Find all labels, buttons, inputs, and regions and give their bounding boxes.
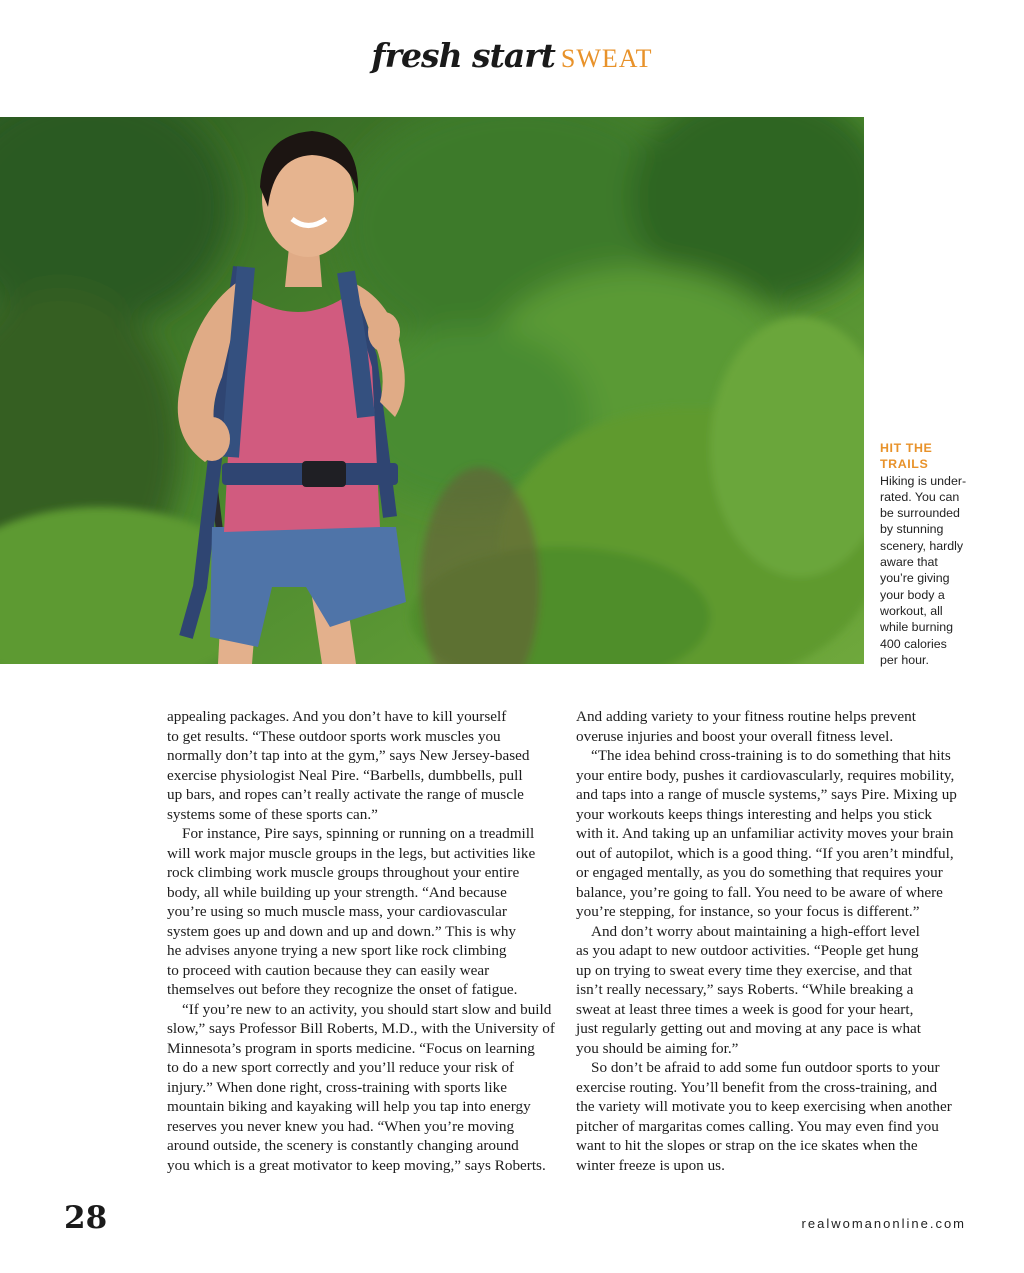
article-paragraph: For instance, Pire says, spinning or running on a treadmill will work major muscle groups in the legs, but activities like rock climbing work muscle groups throughout your entire body, all while building up your strength. “And because you’re using so much muscle mass, your cardiovascular system goes up and down and up and down.” This is why he advises anyone trying a new sport like rock climbing to proceed with caution because they can easily wear themselves out before they recognize the onset of fatigue.	[167, 825, 536, 998]
article-paragraph: “If you’re new to an activity, you should start slow and build slow,” says Professor Bill Roberts, M.D., with the University of Minnesota’s program in sports medicine. “Focus on learning to do a new sport correctly and you’ll reduce your risk of injury.” When done right, cross-training with sports like mountain biking and kayaking will help you tap into energy reserves you never knew you had. “When you’re moving around outside, the scenery is constantly changing around you which is a great motivator to keep moving,” says Roberts.	[167, 1000, 555, 1174]
hiker-photo-illustration	[0, 117, 864, 664]
article-column-left	[167, 707, 562, 1175]
caption-title: HIT THE TRAILS	[880, 441, 933, 472]
hiker-photo	[0, 117, 864, 664]
caption-body: Hiking is under- rated. You can be surrounded by stunning scenery, hardly aware that you’re giving your body a workout, all while burning 400 calories per hour.	[880, 473, 967, 667]
article-paragraph: And adding variety to your fitness routine helps prevent overuse injuries and boost your overall fitness level.	[576, 708, 916, 745]
website-url[interactable]: realwomanonline.com	[801, 1216, 966, 1231]
article-column-right	[576, 707, 971, 1175]
page-header	[0, 36, 1024, 86]
page-number: 28	[64, 1200, 108, 1236]
magazine-section-brand: fresh start	[371, 36, 555, 75]
article-paragraph: “The idea behind cross-training is to do something that hits your entire body, pushes it cardiovascularly, requires mobility, and taps into a range of muscle systems,” says Pire. Mixing up your workouts keeps things interesting and helps you stick with it. And taking up an unfamiliar activity moves your brain out of autopilot, which is a good thing. “If you aren’t mindful, or engaged mentally, as you do something that requires your balance, you’re going to fall. You need to be aware of where you’re stepping, for instance, so your focus is different.”	[576, 747, 957, 920]
photo-caption	[880, 440, 980, 668]
article-paragraph: So don’t be afraid to add some fun outdoor sports to your exercise routing. You’ll benefit from the cross-training, and the variety will motivate you to keep exercising when another pitcher of margaritas comes calling. You may even find you want to hit the slopes or strap on the ice skates when the winter freeze is upon us.	[576, 1059, 952, 1174]
section-label: SWEAT	[560, 44, 653, 73]
article-paragraph: And don’t worry about maintaining a high-effort level as you adapt to new outdoor activities. “People get hung up on trying to sweat every time they exercise, and that isn’t really necessary,” says Roberts. “While breaking a sweat at least three times a week is good for your heart, just regularly getting out and moving at any pace is what you should be aiming for.”	[576, 922, 922, 1057]
article-paragraph: appealing packages. And you don’t have to kill yourself to get results. “These outdoor sports work muscles you normally don’t tap into at the gym,” says New Jersey-based exercise physiologist Neal Pire. “Barbells, dumbbells, pull up bars, and ropes can’t really activate the range of muscle systems some of these sports can.”	[167, 708, 530, 823]
